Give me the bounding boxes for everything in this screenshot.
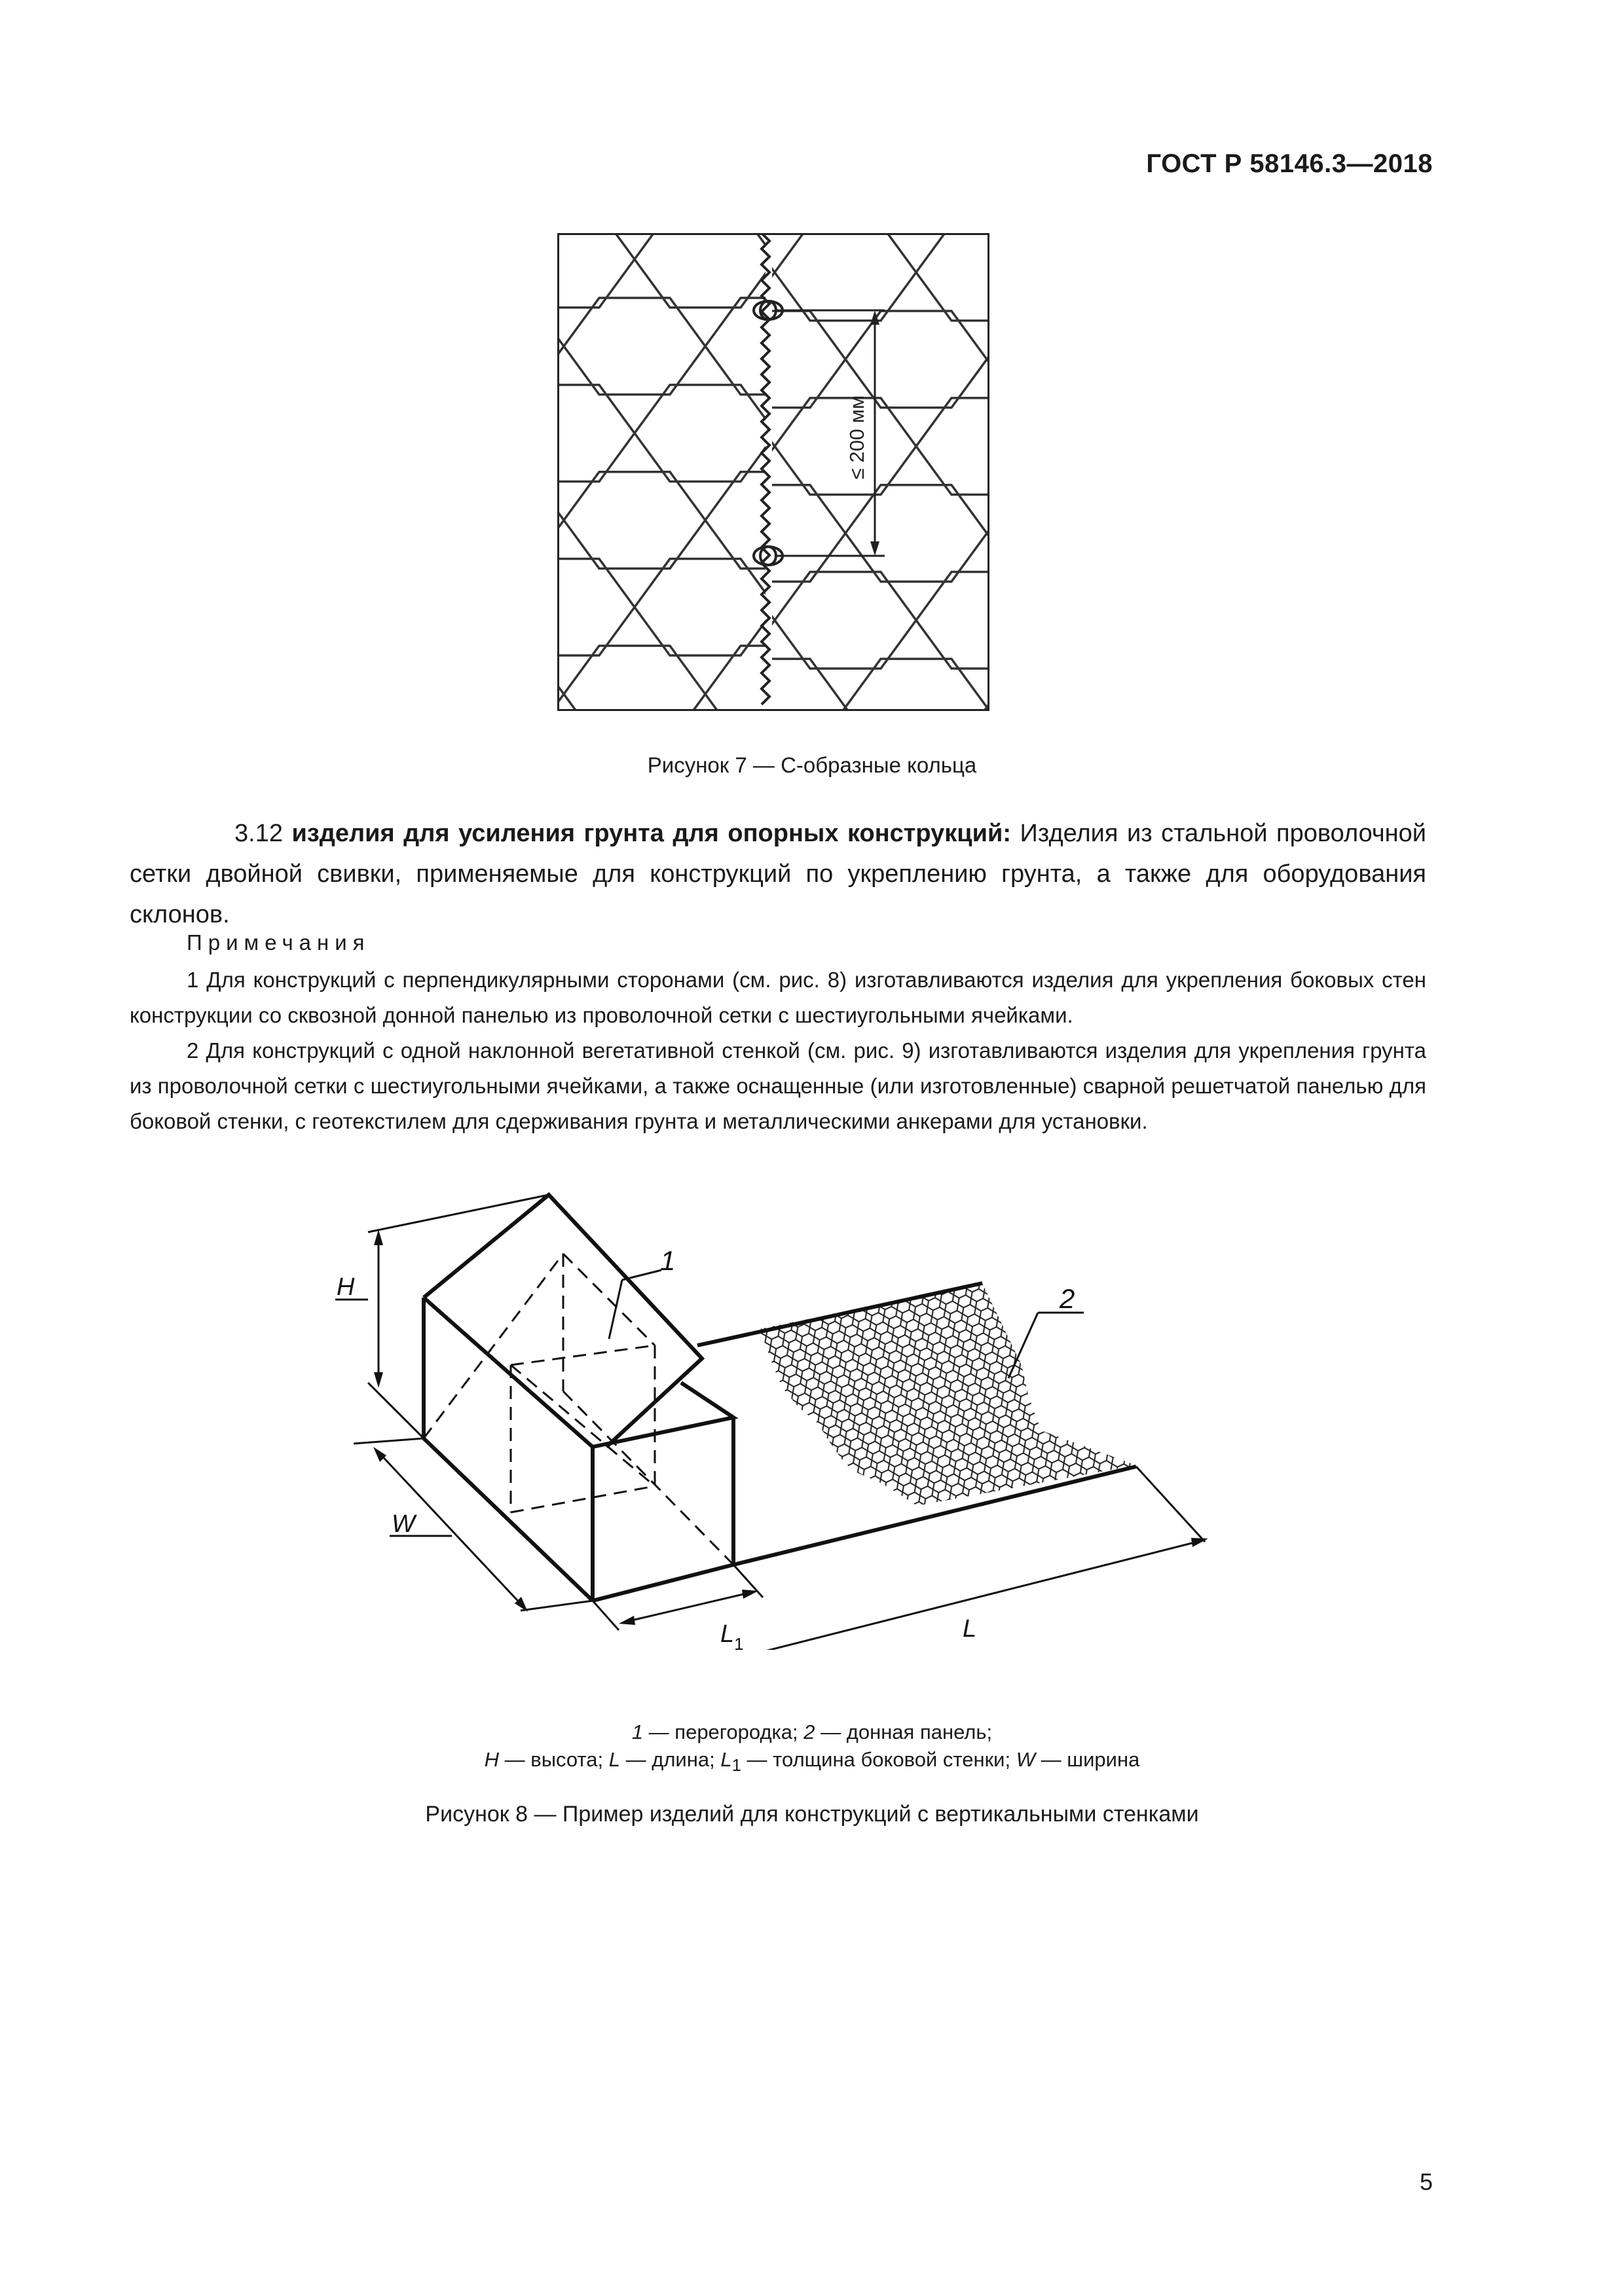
notes-title: Примечания: [187, 930, 371, 955]
box-hidden-edges: [424, 1254, 733, 1565]
label-l: L: [963, 1615, 977, 1643]
legend-value-w: — ширина: [1035, 1748, 1140, 1771]
callout-2: 2: [1060, 1283, 1075, 1314]
mesh-cell: [557, 559, 635, 656]
dimension-w: [354, 1438, 593, 1612]
legend-key-l: L: [608, 1748, 620, 1771]
definition: Изделия из стальной проволочной сетки двойной свивки, применяемые для конструкций по укреплению грунта, а также для оборудования склонов.: [130, 820, 1427, 928]
mesh-cell: [635, 559, 776, 656]
legend-value-l: — длина;: [620, 1748, 721, 1771]
mesh-cell: [557, 385, 635, 482]
dimension-l1: [593, 1565, 763, 1630]
label-l1-main: L: [720, 1620, 735, 1648]
section-number: 3.12: [234, 820, 283, 847]
mesh-cell: [557, 233, 635, 308]
legend-key-l1-sub: 1: [731, 1757, 741, 1776]
label-h: H: [337, 1273, 355, 1301]
mesh-cell: [916, 233, 989, 321]
mesh-cell: [916, 572, 989, 669]
label-w: W: [392, 1510, 415, 1538]
right-mesh-panel: [633, 233, 989, 711]
legend-value-1: — перегородка;: [643, 1721, 804, 1743]
legend-key-w: W: [1016, 1748, 1035, 1771]
legend-line-1: [0, 1719, 1624, 1746]
legend-key-h: H: [484, 1748, 500, 1771]
note-2: 2 Для конструкций с одной наклонной вегетативной стенкой (см. рис. 9) изготавливаются изделия для укрепления грунта из проволочной сетки с шестиугольными ячейками, а также оснащенные (или изготовленные) сварной решетчатой панелью для боковой стенки, с геотекстилем для сдерживания грунта и металлическими анкерами для установки.: [130, 1038, 1426, 1133]
label-l1-sub: 1: [734, 1634, 744, 1650]
figure-7-caption: Рисунок 7 — С-образные кольца: [647, 753, 977, 777]
legend-key-1: 1: [631, 1721, 644, 1743]
term: изделия для усиления грунта для опорных конструкций:: [291, 820, 1012, 847]
mesh-cell: [845, 311, 987, 408]
legend-line-2: [0, 1746, 1624, 1779]
mesh-cell: [635, 233, 776, 308]
figure-8-drawing: [314, 1192, 1244, 1650]
legend-key-2: 2: [803, 1721, 815, 1743]
mesh-cell: [704, 311, 845, 408]
legend-value-l1: — толщина боковой стенки;: [741, 1748, 1016, 1771]
dimension-label: ≤ 200 мм: [845, 395, 868, 480]
figure-8: [314, 1192, 1244, 1650]
mesh-cell: [775, 233, 916, 321]
left-mesh-panel: [557, 233, 847, 711]
legend-value-h: — высота;: [499, 1748, 609, 1771]
label-l1: [720, 1620, 744, 1650]
figure-7: [557, 233, 989, 711]
callout-1: 1: [660, 1245, 676, 1276]
mesh-cell: [633, 398, 775, 495]
section-3-12: [130, 813, 1426, 935]
box-solid-edges: [424, 1195, 733, 1601]
bottom-panel-mesh: [760, 1283, 1136, 1506]
document-number: ГОСТ Р 58146.3—2018: [1146, 149, 1433, 178]
page-number: 5: [1419, 2168, 1433, 2195]
mesh-cell: [564, 472, 705, 569]
figure-7-drawing: [557, 233, 989, 711]
mesh-cell: [775, 572, 916, 669]
legend-value-2: — донная панель;: [815, 1721, 993, 1743]
figure-8-caption: Рисунок 8 — Пример изделий для конструкций с вертикальными стенками: [425, 1802, 1199, 1827]
mesh-cell: [564, 298, 705, 395]
mesh-cell: [704, 485, 845, 582]
mesh-cell: [916, 398, 989, 495]
mesh-cell: [845, 485, 987, 582]
mesh-cell: [845, 659, 987, 711]
mesh-cell: [633, 572, 775, 669]
mesh-cell: [635, 385, 776, 482]
figure-8-legend: [0, 1719, 1624, 1779]
legend-key-l1: L: [720, 1748, 732, 1771]
note-1: 1 Для конструкций с перпендикулярными сторонами (см. рис. 8) изготавливаются изделия для укрепления боковых стен конструкции со сквозной донной панелью из проволочной сетки с шестиугольными ячейками.: [130, 968, 1426, 1027]
